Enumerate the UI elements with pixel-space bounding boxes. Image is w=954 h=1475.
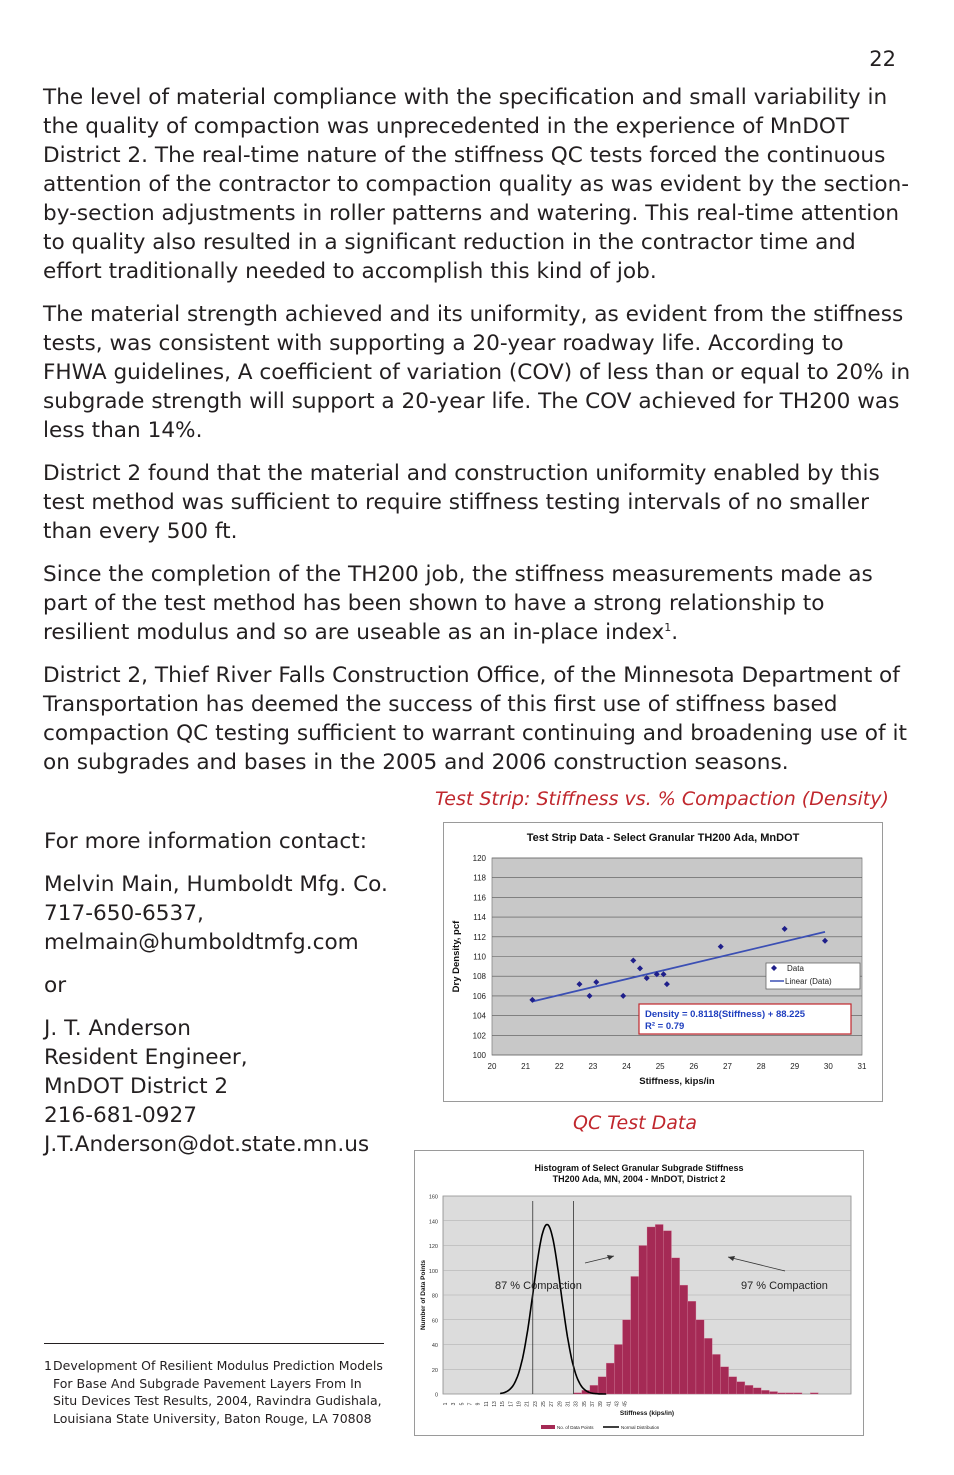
scatter-chart-container [443,822,883,1102]
x-tick-label: 45 [622,1401,629,1407]
x-tick-label: 19 [516,1401,523,1407]
contact-2-phone: 216-681-0927 [44,1103,197,1128]
figure-1-caption: Test Strip: Stiffness vs. % Compaction (Density) [435,788,889,810]
x-tick-label: 30 [823,1062,833,1071]
legend-swatch-bars [541,1425,555,1429]
y-tick-label: 102 [472,1031,486,1041]
histogram-bar [712,1354,720,1394]
contact-1-email: melmain@humboldtmfg.com [44,930,359,955]
y-tick-label: 108 [472,972,486,982]
y-tick-label: 60 [431,1318,438,1325]
y-tick-label: 116 [473,893,486,903]
paragraph-5: District 2, Thief River Falls Construction Office, of the Minnesota Department of Transportation has deemed the success of this first use of stiffness based compaction QC testing sufficient to warrant continuing and broadening use of it on subgrades and bases in the 2005 and 2006 construction seasons. [43,663,907,775]
x-tick-label: 11 [483,1401,490,1407]
histogram-bar [623,1320,631,1394]
x-tick-label: 28 [756,1062,766,1071]
histogram-bar [729,1377,737,1394]
y-tick-label: 0 [434,1392,438,1399]
x-tick-label: 13 [492,1401,499,1407]
x-tick-label: 5 [459,1402,466,1406]
legend-label-curve: Normal Distribution [621,1425,660,1430]
histogram-bar [663,1231,671,1394]
y-tick-label: 120 [472,854,486,863]
paragraph-3: District 2 found that the material and construction uniformity enabled by this test method was sufficient to require stiffness testing intervals of no smaller than every 500 ft. [43,461,880,544]
chart-title: Test Strip Data - Select Granular TH200 Ada, MnDOT [526,832,800,844]
histogram-bar [631,1276,639,1394]
x-tick-label: 25 [541,1401,547,1407]
footnote [44,1357,389,1427]
x-tick-label: 35 [581,1401,588,1407]
contact-or: or [44,973,67,998]
contact-block [44,827,424,1173]
chart-subtitle: TH200 Ada, MN, 2004 - MnDOT, District 2 [552,1174,726,1184]
y-tick-label: 114 [473,913,486,923]
histogram-bar [786,1393,794,1394]
histogram-bar [761,1390,769,1394]
histogram-chart [415,1151,863,1435]
legend-label-linear: Linear (Data) [785,977,832,986]
y-tick-label: 160 [428,1194,438,1201]
y-tick-label: 100 [428,1268,438,1275]
histogram-bar [688,1301,696,1394]
histogram-bar [745,1385,753,1394]
annotation-87-compaction: 87 % Compaction [495,1280,582,1292]
x-tick-label: 1 [443,1402,450,1406]
x-tick-label: 26 [689,1062,699,1071]
x-tick-label: 21 [521,1062,531,1071]
y-tick-label: 104 [472,1011,486,1021]
histogram-bar [794,1393,802,1394]
paragraph-4: Since the completion of the TH200 job, the stiffness measurements made as part of the test method has been shown to have a strong relationship to resilient modulus and so are useable as an in-place index$^1$. [43,562,873,645]
figure-2-caption: QC Test Data [573,1112,697,1134]
contact-2-email: J.T.Anderson@dot.state.mn.us [44,1132,370,1157]
histogram-bar [778,1393,786,1394]
contact-1-line-2: 717-650-6537, [44,901,204,926]
x-tick-label: 31 [565,1401,572,1407]
histogram-bar [810,1393,818,1394]
contact-2-line-2: Resident Engineer, [44,1045,248,1070]
x-tick-label: 33 [573,1401,580,1407]
contact-heading: For more information contact: [44,829,367,854]
x-tick-label: 39 [598,1401,605,1407]
footnote-text: Development Of Resilient Modulus Prediction Models For Base And Subgrade Pavement Layers From In Situ Devices Test Results, 2004, Ravindra Gudishala, Louisiana State University, Baton Rouge, LA 70808 [53,1358,383,1426]
contact-1-line-1: Melvin Main, Humboldt Mfg. Co. [44,872,388,897]
scatter-chart [444,823,882,1101]
y-tick-label: 20 [431,1367,438,1374]
histogram-bar [671,1258,679,1394]
x-tick-label: 17 [508,1401,515,1407]
y-axis-label: Number of Data Points [420,1259,427,1331]
x-axis-label: Stiffness (kips/in) [619,1410,675,1417]
x-tick-label: 23 [532,1401,539,1407]
x-tick-label: 27 [723,1062,732,1071]
r-squared-text: R² = 0.79 [645,1021,685,1032]
histogram-bar [696,1320,704,1394]
contact-2-line-3: MnDOT District 2 [44,1074,229,1099]
x-tick-label: 24 [622,1062,631,1071]
equation-text: Density = 0.8118(Stiffness) + 88.225 [645,1009,806,1020]
page-number: 22 [869,47,896,71]
y-tick-label: 106 [472,991,486,1001]
x-axis-label: Stiffness, kips/in [639,1076,715,1087]
y-tick-label: 40 [431,1343,438,1349]
histogram-bar [614,1345,622,1395]
y-tick-label: 112 [473,932,486,942]
histogram-bar [680,1285,688,1394]
paragraph-2: The material strength achieved and its uniformity, as evident from the stiffness tests, was consistent with supporting a 20-year roadway life. According to FHWA guidelines, A coefficient of variation (COV) of less than or equal to 20% in subgrade strength will support a 20-year life. The COV achieved for TH200 was less than 14%. [43,302,911,443]
x-tick-label: 43 [614,1401,621,1407]
x-tick-label: 37 [589,1401,596,1407]
y-tick-label: 110 [473,952,486,962]
histogram-bar [753,1388,761,1394]
x-tick-label: 25 [655,1062,665,1071]
x-tick-label: 29 [557,1401,564,1407]
x-tick-label: 29 [790,1062,800,1071]
histogram-bar [598,1377,606,1394]
x-tick-label: 22 [554,1062,564,1071]
legend-label-bars: No. of Data Points [557,1425,594,1430]
x-tick-label: 3 [451,1402,458,1406]
y-axis-label: Dry Density, pcf [451,920,462,993]
histogram-bar [769,1392,777,1394]
histogram-bar [720,1367,728,1394]
x-tick-label: 20 [487,1062,497,1071]
footnote-divider [44,1343,384,1344]
paragraph-4-text: Since the completion of the TH200 job, the stiffness measurements made as part of the test method has been shown to have a strong relationship to resilient modulus and so are useable as an in-place index [43,562,873,645]
footnote-number: 1 [44,1358,52,1373]
y-tick-label: 140 [428,1219,438,1226]
legend-label-data: Data [787,964,804,973]
histogram-bar [606,1363,614,1394]
chart-title: Histogram of Select Granular Subgrade Stiffness [534,1163,744,1173]
footnote-reference: 1 [664,620,672,634]
x-tick-label: 9 [475,1402,482,1406]
contact-person-2 [44,1014,424,1159]
body-text [43,83,913,791]
y-tick-label: 100 [472,1051,486,1060]
contact-2-line-1: J. T. Anderson [44,1016,191,1041]
x-tick-label: 21 [524,1401,531,1407]
contact-person-1 [44,870,424,957]
x-tick-label: 31 [857,1062,867,1071]
x-tick-label: 23 [588,1062,598,1071]
histogram-bar [704,1338,712,1394]
x-tick-label: 41 [606,1401,613,1407]
x-tick-label: 7 [467,1402,474,1406]
histogram-bar [574,1393,582,1394]
histogram-chart-container [414,1150,864,1436]
histogram-bar [737,1382,745,1394]
histogram-bar [639,1246,647,1395]
y-tick-label: 118 [473,873,486,883]
histogram-bar [647,1227,655,1394]
y-tick-label: 80 [431,1293,438,1300]
histogram-bar [655,1224,663,1394]
x-tick-label: 15 [500,1401,507,1407]
paragraph-1: The level of material compliance with the specification and small variability in the quality of compaction was unprecedented in the experience of MnDOT District 2. The real-time nature of the stiffness QC tests forced the continuous attention of the contractor to compaction quality as was evident by the section-by-section adjustments in roller patterns and watering. This real-time attention to quality also resulted in a significant reduction in the contractor time and effort traditionally needed to accomplish this kind of job. [43,85,910,284]
x-tick-label: 27 [549,1401,556,1407]
annotation-97-compaction: 97 % Compaction [741,1280,828,1292]
y-tick-label: 120 [428,1244,438,1250]
